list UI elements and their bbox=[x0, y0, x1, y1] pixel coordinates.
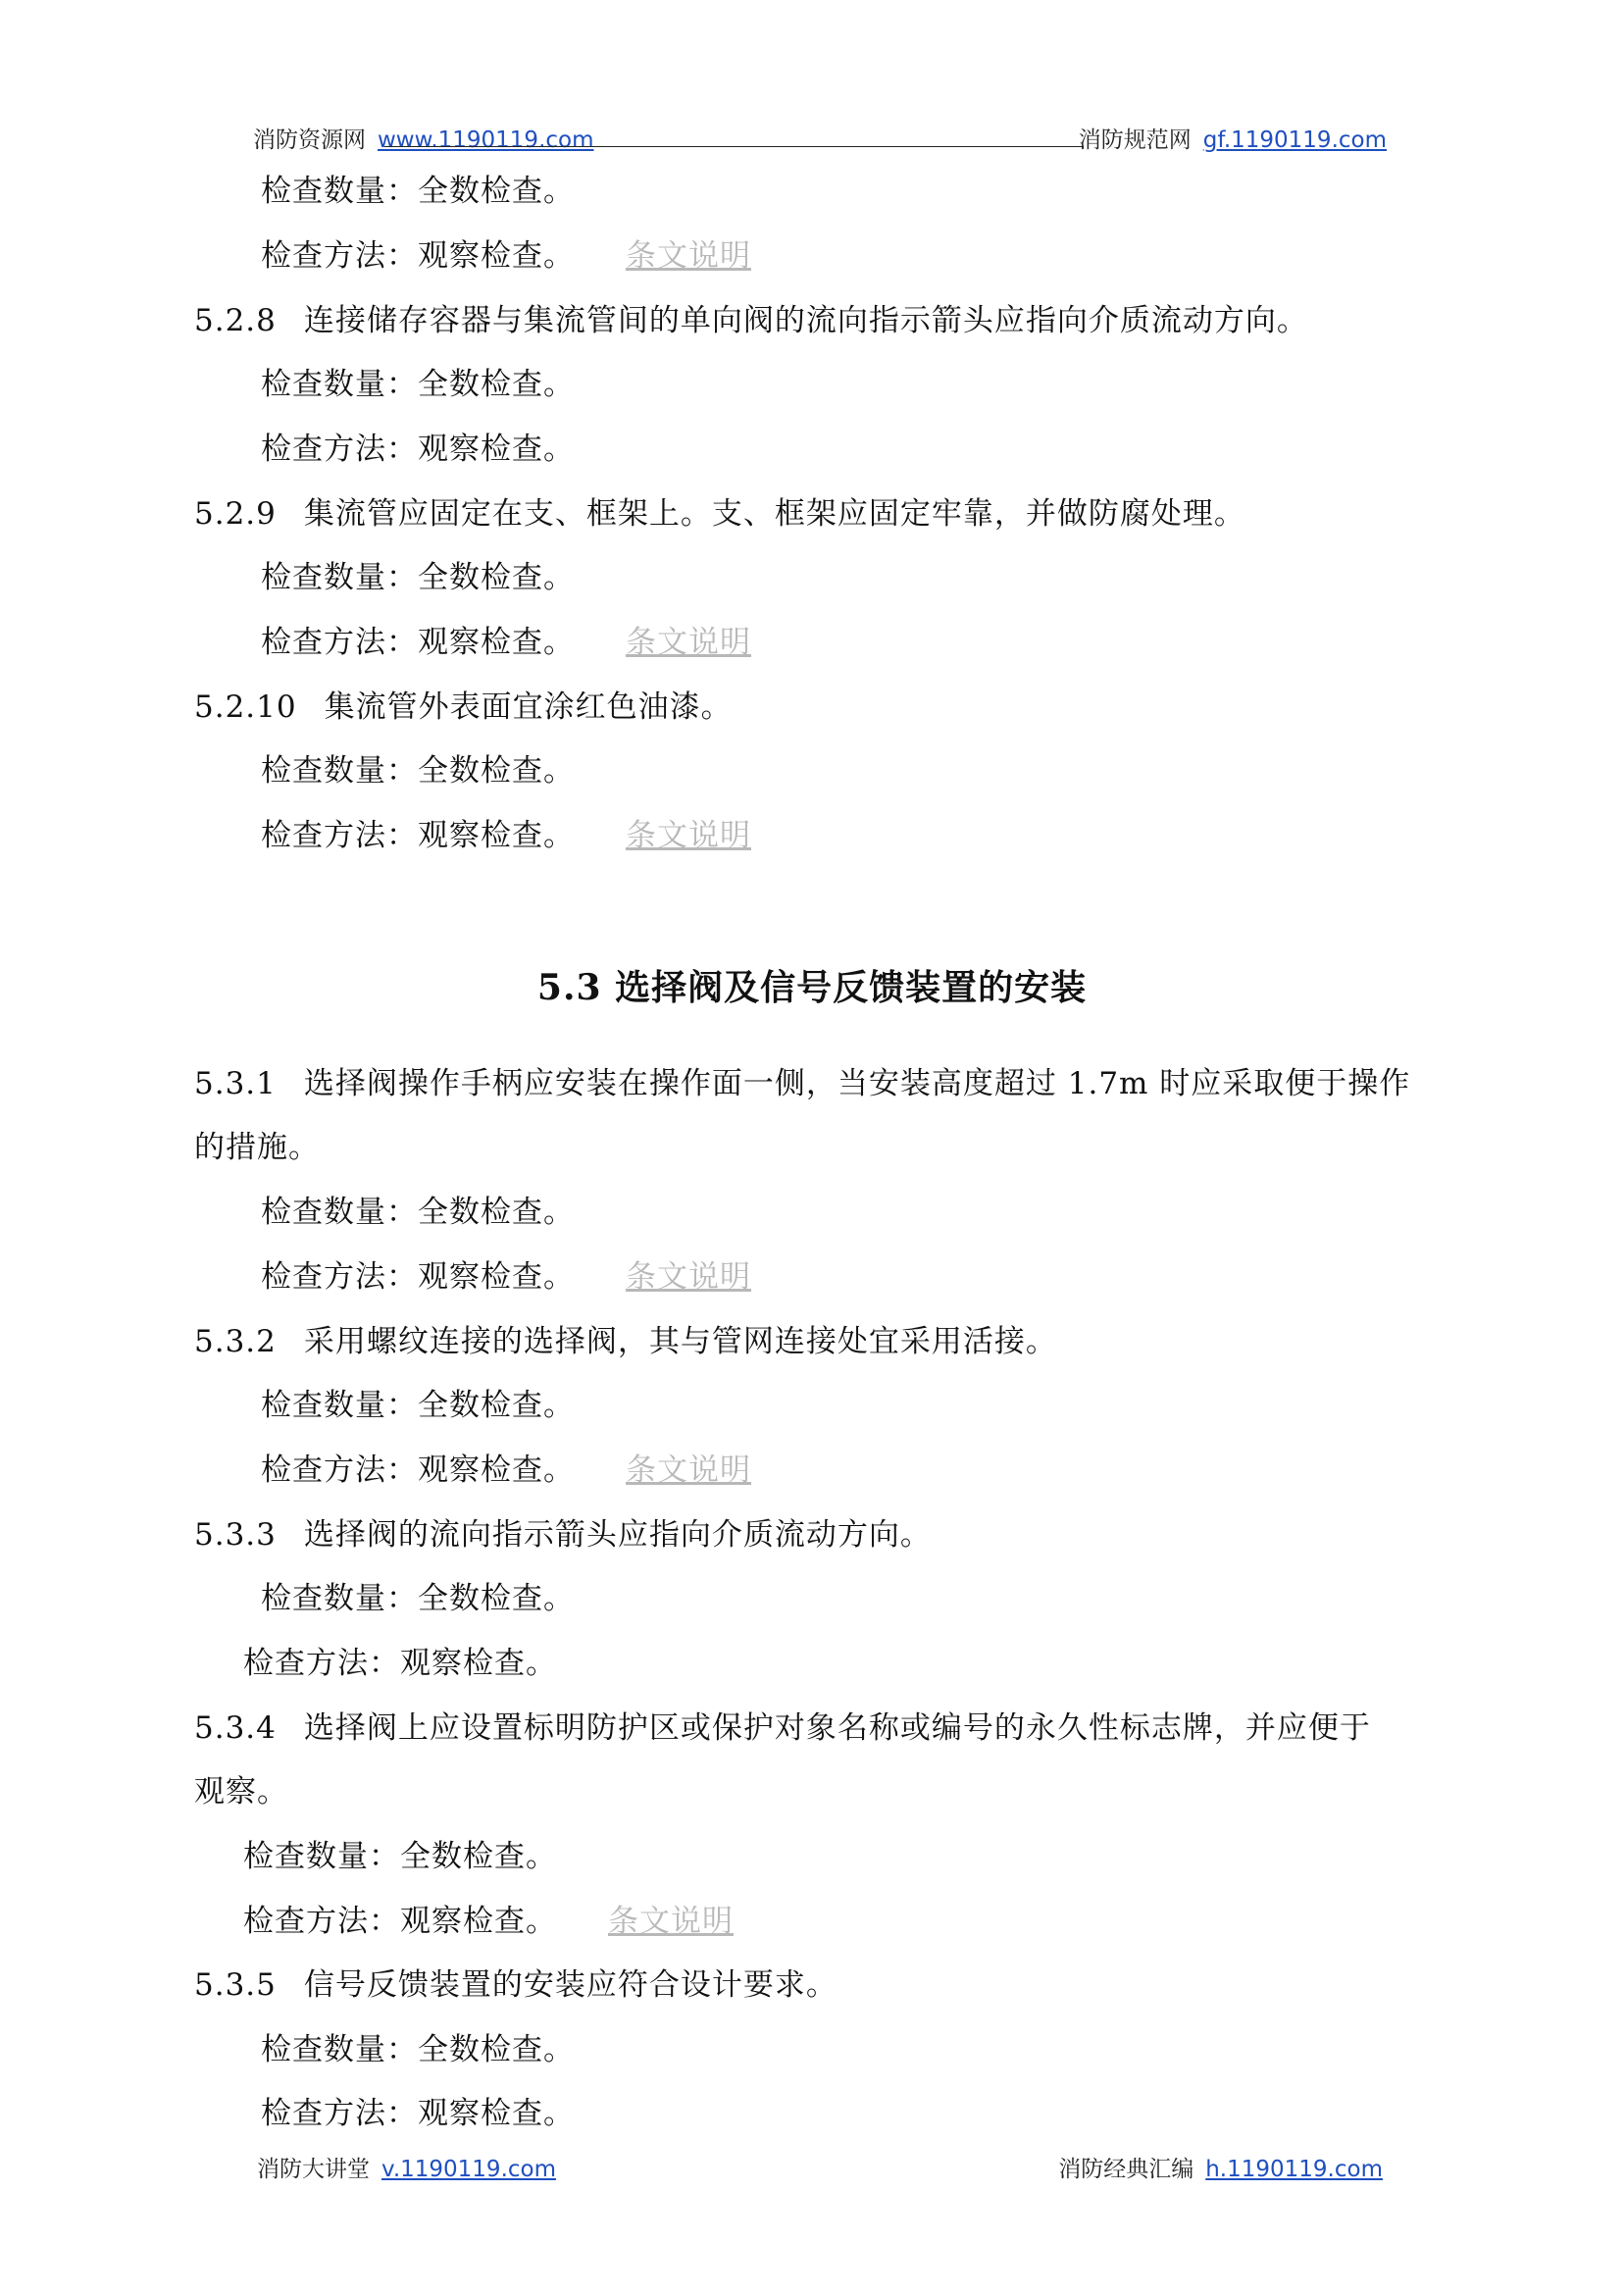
check-method-row bbox=[261, 623, 751, 662]
check-method: 检查方法：观察检查。 bbox=[261, 432, 575, 467]
check-quantity: 检查数量：全数检查。 bbox=[261, 753, 575, 789]
clause-5-3-3 bbox=[194, 1515, 932, 1555]
clause-number: 5.3.4 bbox=[194, 1710, 277, 1746]
header-right bbox=[1079, 122, 1387, 154]
clause-text: 信号反馈装置的安装应符合设计要求。 bbox=[303, 1967, 837, 2003]
check-method: 检查方法：观察检查。 bbox=[261, 625, 575, 660]
check-quantity: 检查数量：全数检查。 bbox=[261, 1581, 575, 1616]
clause-text: 连接储存容器与集流管间的单向阀的流向指示箭头应指向介质流动方向。 bbox=[303, 303, 1308, 338]
footer-left bbox=[257, 2151, 556, 2183]
explanation-link[interactable]: 条文说明 bbox=[626, 625, 751, 660]
clause-5-2-9 bbox=[194, 494, 1245, 534]
check-method: 检查方法：观察检查。 bbox=[261, 818, 575, 853]
check-quantity: 检查数量：全数检查。 bbox=[261, 367, 575, 402]
check-quantity: 检查数量：全数检查。 bbox=[261, 560, 575, 595]
header-right-label: 消防规范网 bbox=[1078, 127, 1192, 153]
footer-right-link[interactable]: h.1190119.com bbox=[1205, 2157, 1383, 2182]
clause-5-3-4 bbox=[194, 1708, 1371, 1748]
header-rule bbox=[384, 146, 1083, 147]
explanation-link[interactable]: 条文说明 bbox=[626, 1259, 751, 1295]
clause-text: 采用螺纹连接的选择阀，其与管网连接处宜采用活接。 bbox=[303, 1324, 1057, 1359]
clause-text: 选择阀上应设置标明防护区或保护对象名称或编号的永久性标志牌，并应便于 bbox=[303, 1710, 1371, 1746]
explanation-link[interactable]: 条文说明 bbox=[626, 238, 751, 274]
section-title: 5.3 选择阀及信号反馈装置的安装 bbox=[536, 967, 1088, 1008]
check-method-row bbox=[261, 1257, 751, 1297]
clause-5-3-5 bbox=[194, 1965, 837, 2005]
check-method: 检查方法：观察检查。 bbox=[261, 2096, 575, 2131]
check-method-row bbox=[261, 236, 751, 276]
check-quantity: 检查数量：全数检查。 bbox=[261, 2032, 575, 2067]
check-quantity: 检查数量：全数检查。 bbox=[261, 1195, 575, 1230]
explanation-link[interactable]: 条文说明 bbox=[626, 1453, 751, 1488]
clause-number: 5.2.9 bbox=[194, 496, 277, 532]
clause-number: 5.3.2 bbox=[194, 1324, 277, 1359]
header-right-link[interactable]: gf.1190119.com bbox=[1202, 127, 1387, 153]
clause-5-2-10 bbox=[194, 688, 733, 727]
footer-right-label: 消防经典汇编 bbox=[1058, 2157, 1194, 2182]
header-left-link[interactable]: www.1190119.com bbox=[378, 127, 594, 153]
clause-number: 5.2.10 bbox=[194, 689, 297, 725]
check-method: 检查方法：观察检查。 bbox=[261, 1453, 575, 1488]
clause-number: 5.3.5 bbox=[194, 1967, 277, 2003]
check-method: 检查方法：观察检查。 bbox=[261, 238, 575, 274]
check-quantity: 检查数量：全数检查。 bbox=[243, 1839, 557, 1874]
header-left-label: 消防资源网 bbox=[253, 127, 366, 153]
clause-number: 5.2.8 bbox=[194, 303, 277, 338]
clause-number: 5.3.3 bbox=[194, 1517, 277, 1553]
clause-text: 选择阀操作手柄应安装在操作面一侧，当安装高度超过 1.7m 时应采取便于操作 bbox=[303, 1066, 1411, 1101]
clause-5-3-2 bbox=[194, 1322, 1057, 1361]
footer-left-link[interactable]: v.1190119.com bbox=[381, 2157, 557, 2182]
clause-text: 选择阀的流向指示箭头应指向介质流动方向。 bbox=[303, 1517, 932, 1553]
check-method-row bbox=[261, 816, 751, 855]
clause-5-3-1 bbox=[194, 1064, 1410, 1103]
clause-text: 集流管外表面宜涂红色油漆。 bbox=[324, 689, 733, 725]
footer-left-label: 消防大讲堂 bbox=[257, 2157, 370, 2182]
check-method: 检查方法：观察检查。 bbox=[243, 1904, 557, 1939]
check-method-row bbox=[243, 1902, 734, 1941]
header-left bbox=[253, 122, 594, 154]
check-method: 检查方法：观察检查。 bbox=[261, 1259, 575, 1295]
explanation-link[interactable]: 条文说明 bbox=[608, 1904, 734, 1939]
check-quantity: 检查数量：全数检查。 bbox=[261, 174, 575, 209]
check-method-row bbox=[261, 1451, 751, 1490]
clause-5-2-8 bbox=[194, 301, 1308, 340]
clause-number: 5.3.1 bbox=[194, 1066, 277, 1101]
footer-right bbox=[1058, 2151, 1383, 2183]
check-quantity: 检查数量：全数检查。 bbox=[261, 1388, 575, 1423]
explanation-link[interactable]: 条文说明 bbox=[626, 818, 751, 853]
clause-5-3-1-continuation: 的措施。 bbox=[194, 1130, 320, 1165]
check-method: 检查方法：观察检查。 bbox=[243, 1646, 557, 1681]
clause-5-3-4-continuation: 观察。 bbox=[194, 1774, 288, 1810]
clause-text: 集流管应固定在支、框架上。支、框架应固定牢靠，并做防腐处理。 bbox=[303, 496, 1245, 532]
